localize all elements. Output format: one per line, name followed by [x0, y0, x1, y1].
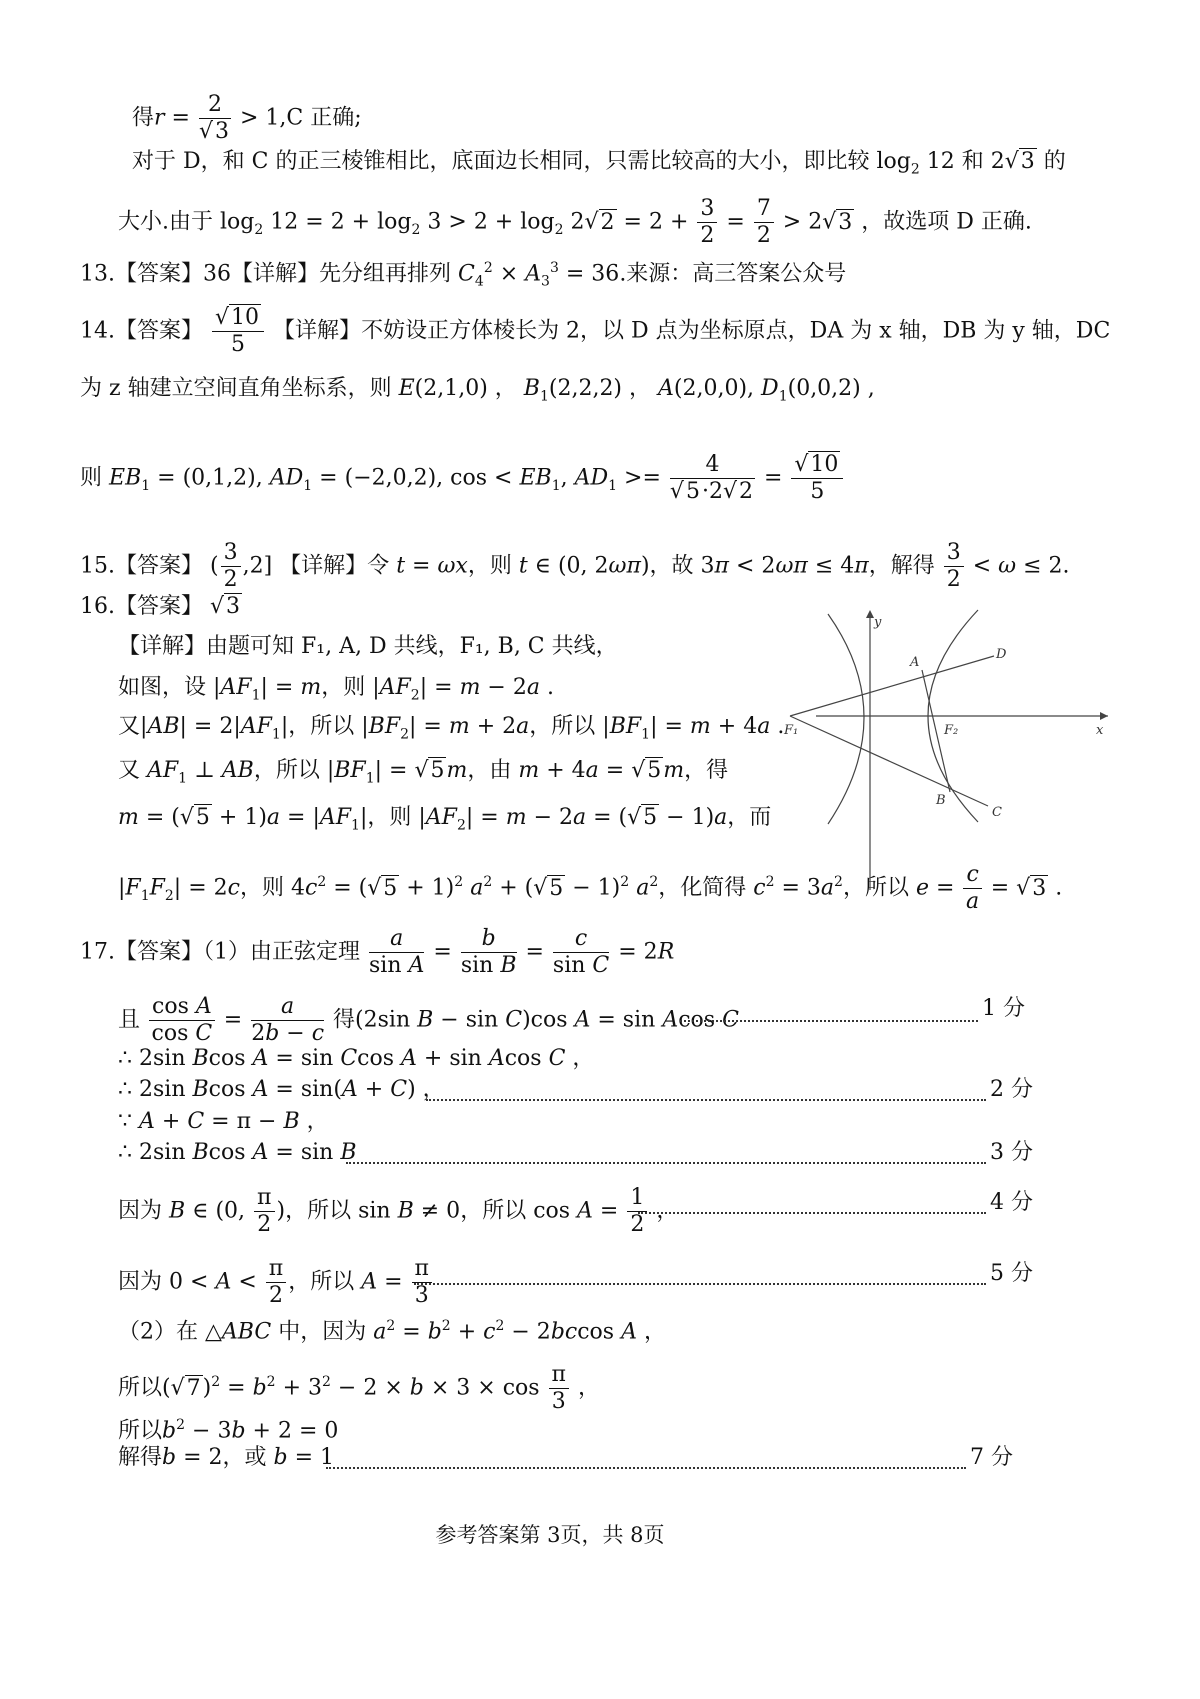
label-a: A — [910, 655, 920, 670]
q15-detail-d: ，解得 — [868, 553, 935, 579]
q17-line8: 因为 0 < A < $\frac{\pi}{2}$ ，所以 A = $\frac{\pi}{3}$ — [118, 1256, 434, 1309]
leader-3 — [346, 1162, 986, 1164]
q16-line1 — [118, 632, 618, 662]
q17-line7: 因为 B ∈ (0, $\frac{\pi}{2}$ )，所以 sin B ≠ 0，所以 cos A = $\frac{1}{2}$ ， — [118, 1185, 679, 1237]
q17-line6: ∴ 2sin Bcos A = sin B — [118, 1140, 357, 1165]
hyperbola-figure — [784, 615, 1122, 898]
q16-l2b: ，则 — [321, 675, 366, 700]
q13-answer-tag: 【答案】 — [115, 261, 204, 287]
q17-line4: ∴ 2sin Bcos A = sin(A + C) ， — [118, 1077, 445, 1102]
q16-answer-tag: 【答案】 — [115, 594, 204, 619]
line-f1-d — [790, 656, 994, 716]
q16-line6: $|F_1F_2| = 2c$，则 $4c^2 = (√5 + 1)^2$ $a^2 + (√5 - 1)^2$ $a^2$，化简得 $c^2 = 3a^2$，所以 e = $\frac{c}{a}$ = √3 . — [118, 862, 1063, 914]
q16-l4d: ，得 — [684, 758, 729, 783]
q14-number: 14. — [80, 318, 115, 344]
q14-line2: 为 z 轴建立空间直角坐标系，则 E(2,1,0) ， $B_1(2,2,2)$ ， A(2,0,0), $D_1(0,0,2)$ , — [80, 376, 875, 405]
score-2: 2 分 — [990, 1077, 1033, 1102]
q17-so-prefix-2: 所以 — [118, 1418, 163, 1444]
label-f2: F₂ — [944, 723, 959, 738]
q13-detail-tag: 【详解】 — [231, 261, 320, 287]
leader-2 — [426, 1099, 986, 1101]
label-x: x — [1096, 723, 1104, 738]
q16-line0: 16.【答案】 √3 — [80, 594, 241, 619]
q14-line1: 14.【答案】 $\frac{√10}{5}$ 【详解】不妨设正方体棱长为 2，以 D 点为坐标原点，DA 为 x 轴，DB 为 y 轴，DC — [80, 305, 1111, 357]
q12-line1: 得r = $\frac{2}{√3}$ > 1,C 正确; — [132, 92, 362, 144]
q14-detail-line2: 为 z 轴建立空间直角坐标系，则 — [80, 376, 392, 401]
q17-part1: （1）由正弦定理 — [203, 939, 361, 965]
leader-4 — [638, 1212, 986, 1214]
q16-l3b: ，所以 — [288, 714, 355, 739]
q12-line2-and: 和 — [961, 149, 984, 174]
q16-l6c: ，所以 — [842, 875, 909, 901]
score-3: 3 分 — [990, 1140, 1033, 1165]
q17-line11: 所以$b^2 - 3b + 2 = 0$ — [118, 1417, 339, 1444]
q16-number: 16. — [80, 594, 115, 619]
q17-line10: 所以$(√7)^2 = b^2 + 3^2 - 2 \times b \times 3 \times \cos$ $\frac{\pi}{3}$ ， — [118, 1362, 601, 1414]
q16-line5: $m = (√5 + 1)a = |AF_1|$，则 $|AF_2| = m - 2a = (√5 - 1)a$，而 — [118, 805, 772, 834]
q12-line3-prefix: 大小.由于 — [118, 209, 213, 235]
page-footer: 参考答案第 3页，共 8页 — [435, 1523, 665, 1547]
label-c: C — [992, 805, 1002, 820]
q13-line: 13.【答案】36【详解】先分组再排列 $C_4^2 \times A_3^3 = 36$.来源：高三答案公众号 — [80, 260, 847, 290]
q17-because-1: 因为 — [118, 1198, 163, 1224]
q17-line12: 解得b = 2，或 b = 1 — [118, 1445, 335, 1470]
q17-part2-b: 中，因为 — [278, 1319, 367, 1345]
label-b: B — [936, 793, 946, 808]
q14-answer-tag: 【答案】 — [115, 318, 204, 344]
q15-detail-c: ，故 — [649, 553, 694, 579]
q16-line2: 如图，设 $|AF_1| = m$，则 $|AF_2| = m - 2a$ . — [118, 675, 554, 704]
q15-number: 15. — [80, 553, 115, 579]
q16-l2a: 如图，设 — [118, 675, 207, 700]
score-1: 1 分 — [982, 996, 1025, 1021]
q16-l5b: ，而 — [727, 805, 772, 830]
q12-line3: 大小.由于 $\log_2 12 = 2 + \log_2 3 > 2 + \log_2 2√2 = 2$ + $\frac{3}{2}$ = $\frac{7}{2}$ > 2√3 ，故选项 D 正确. — [118, 196, 1032, 248]
label-d: D — [996, 647, 1007, 662]
q16-l6b: ，化简得 — [658, 875, 747, 901]
x-axis-arrow — [1100, 712, 1108, 720]
q12-line3-suffix: ，故选项 D 正确. — [861, 209, 1032, 235]
q17-solve: 解得 — [118, 1445, 163, 1470]
q17-line5: ∵ A + C = π − B ， — [118, 1109, 329, 1134]
leader-5 — [414, 1283, 986, 1285]
q16-l4a: 又 — [118, 758, 141, 783]
q14-line3: 则 $EB_1 = (0,1,2)$, $AD_1 = (-2,0,2)$, $\cos < EB_1$, $AD_1$ >= $\frac{4}{√5\cdot 2√2}$ = $\frac{√10}{5}$ — [80, 452, 845, 505]
q12-line1-prefix: 得 — [132, 105, 155, 131]
score-7: 7 分 — [970, 1445, 1013, 1470]
q16-l4c: ，由 — [467, 758, 512, 783]
leader-1 — [680, 1020, 978, 1022]
q14-detail-line1: 不妨设正方体棱长为 2，以 D 点为坐标原点，DA 为 x 轴，DB 为 y 轴，DC — [361, 318, 1111, 344]
q17-and: 且 — [118, 1007, 141, 1033]
q15-line: 15.【答案】 ( $\frac{3}{2}$ ,2] 【详解】令 t = ωx，则 t ∈ (0, 2ωπ)，故 3π < 2ωπ ≤ 4π，解得 $\frac{3}{2}$ < ω ≤ 2. — [80, 540, 1070, 592]
q12-line2-de: 的 — [1043, 149, 1066, 174]
line-f1-c — [790, 716, 988, 806]
q17-line2: 且 $\frac{\text{cos A}}{\text{cos C}}$ = $\frac{a}{2b - c}$ 得(2sin B − sin C)cos A = sin Acos C — [118, 994, 739, 1046]
q15-detail-a: 令 — [367, 553, 390, 579]
hyperbola-left-branch — [828, 614, 864, 824]
q17-line9: （2）在 △ABC 中，因为 $a^2 = b^2 + c^2 - 2bccos$ A ， — [118, 1318, 666, 1345]
q17-so-1: ，所以 — [285, 1198, 352, 1224]
q16-line3: 又$|AB| = 2|AF_1|$，所以 $|BF_2| = m + 2a$，所以 $|BF_1| = m + 4a$ . — [118, 714, 785, 743]
label-y: y — [874, 615, 882, 630]
q16-l3a: 又 — [118, 714, 141, 739]
q16-l4b: ，所以 — [253, 758, 320, 783]
q17-so-2: ，所以 — [460, 1198, 527, 1224]
q12-line2-text: 对于 D，和 C 的正三棱锥相比，底面边长相同，只需比较高的大小，即比较 — [132, 149, 870, 174]
q16-l3c: ，所以 — [529, 714, 596, 739]
score-4: 4 分 — [990, 1190, 1033, 1215]
q13-answer: 36 — [203, 261, 232, 287]
leader-7 — [326, 1467, 966, 1469]
q12-line2: 对于 D，和 C 的正三棱锥相比，底面边长相同，只需比较高的大小，即比较 $\log_2 12$ 和 2√3 的 — [132, 149, 1066, 178]
q17-line1: 17.【答案】（1）由正弦定理 $\frac{a}{\text{sin A}}$ = $\frac{b}{\text{sin B}}$ = $\frac{c}{\text{sin C}}$ = 2R — [80, 926, 675, 978]
q17-so-3: ，所以 — [288, 1269, 355, 1295]
q17-number: 17. — [80, 939, 115, 965]
q16-l6a: ，则 — [239, 875, 284, 901]
q17-or: ，或 — [222, 1445, 267, 1470]
q15-detail-tag: 【详解】 — [279, 553, 368, 579]
q17-get: 得 — [333, 1007, 356, 1033]
q15-answer-tag: 【答案】 — [115, 553, 204, 579]
q13-source: .来源：高三答案公众号 — [619, 261, 847, 287]
score-5: 5 分 — [990, 1261, 1033, 1286]
q13-detail: 先分组再排列 — [319, 261, 452, 287]
q15-detail-b: ，则 — [467, 553, 512, 579]
q17-answer-tag: 【答案】 — [115, 939, 204, 965]
q16-l1: 由题可知 F₁, A, D 共线，F₁, B, C 共线， — [206, 634, 618, 659]
y-axis-arrow — [866, 610, 874, 618]
q17-part2-a: （2）在 — [118, 1319, 198, 1345]
q17-because-2: 因为 — [118, 1269, 163, 1295]
q16-line4: 又 $AF_1$ ⊥ AB，所以 $|BF_1| = √5m$，由 m + 4a = √5m，得 — [118, 758, 729, 787]
q17-so-prefix-1: 所以 — [118, 1375, 163, 1401]
q17-line3: ∴ 2sin Bcos A = sin Ccos A + sin Acos C ， — [118, 1046, 595, 1071]
q16-detail-tag: 【详解】 — [118, 634, 207, 659]
q14-then: 则 — [80, 465, 103, 491]
q13-number: 13. — [80, 261, 115, 287]
q16-l5a: ，则 — [367, 805, 412, 830]
q12-line1-suffix: ,C 正确; — [279, 105, 362, 131]
label-f1: F₁ — [784, 723, 799, 738]
q14-detail-tag: 【详解】 — [273, 318, 362, 344]
